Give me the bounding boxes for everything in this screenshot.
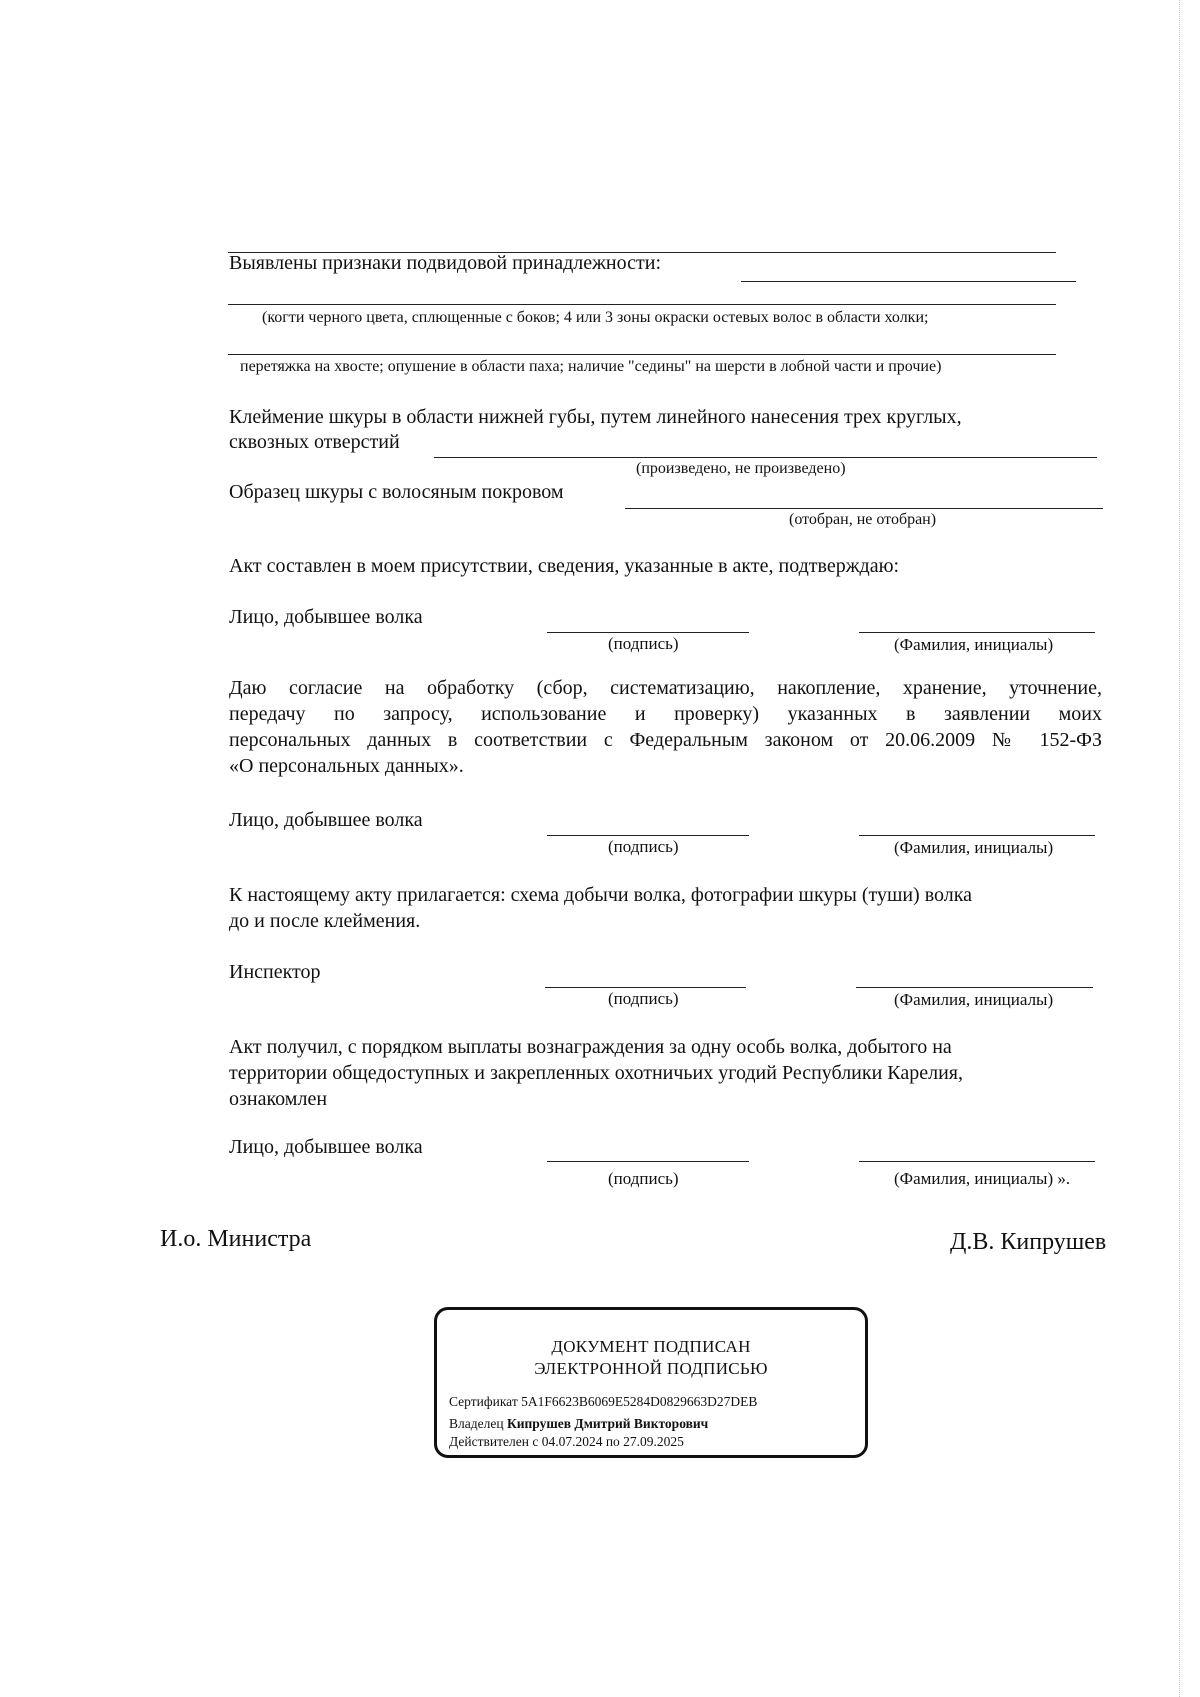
consent-line-2: передачу по запросу, использование и проверку) указанных в заявлении моих xyxy=(229,703,1102,725)
name-hint-4: (Фамилия, инициалы) ». xyxy=(894,1169,1071,1188)
branding-text-line-2: сквозных отверстий xyxy=(229,431,400,453)
signature-hint-3: (подпись) xyxy=(608,989,679,1008)
page-edge-marks xyxy=(1179,0,1180,1697)
consent-line-1: Даю согласие на обработку (сбор, систематизацию, накопление, хранение, уточнение, xyxy=(229,677,1102,699)
inspector-label: Инспектор xyxy=(229,961,321,983)
signature-line-2 xyxy=(547,835,749,836)
subspecies-hint-1: (когти черного цвета, сплющенные с боков; 4 или 3 зоны окраски остевых волос в области холки; xyxy=(262,309,929,326)
name-line-4 xyxy=(859,1161,1095,1162)
signature-line-4 xyxy=(547,1161,749,1162)
stamp-valid-to: 27.09.2025 xyxy=(623,1434,684,1449)
name-hint-2: (Фамилия, инициалы) xyxy=(894,838,1054,857)
signature-hint-1: (подпись) xyxy=(608,634,679,653)
signature-hint-2: (подпись) xyxy=(608,837,679,856)
stamp-valid-row xyxy=(449,1434,684,1450)
stamp-owner-row xyxy=(449,1416,708,1432)
stamp-valid-from: 04.07.2024 xyxy=(541,1434,603,1449)
name-hint-3: (Фамилия, инициалы) xyxy=(894,990,1054,1009)
consent-line-4: «О персональных данных». xyxy=(229,755,464,777)
subspecies-signs-input-line xyxy=(741,281,1076,282)
stamp-valid-label: Действителен xyxy=(449,1434,529,1449)
stamp-title-2: ЭЛЕКТРОННОЙ ПОДПИСЬЮ xyxy=(534,1359,768,1378)
hunter-label-2: Лицо, добывшее волка xyxy=(229,809,423,831)
name-line-3 xyxy=(856,987,1093,988)
electronic-signature-stamp xyxy=(434,1307,868,1458)
stamp-owner-value: Кипрушев Дмитрий Викторович xyxy=(506,1416,709,1431)
signature-line-3 xyxy=(545,987,746,988)
received-line-2: территории общедоступных и закрепленных охотничьих угодий Республики Карелия, xyxy=(229,1062,964,1084)
name-hint-1: (Фамилия, инициалы) xyxy=(894,635,1054,654)
signature-hint-4: (подпись) xyxy=(608,1169,679,1188)
hunter-label-1: Лицо, добывшее волка xyxy=(229,606,423,628)
signatory-name: Д.В. Кипрушев xyxy=(950,1229,1107,1255)
subspecies-hint-2: перетяжка на хвосте; опушение в области паха; наличие "седины" на шерсти в лобной части и прочие) xyxy=(240,358,942,375)
signatory-position: И.о. Министра xyxy=(160,1226,312,1252)
subspecies-rule-2 xyxy=(228,304,1056,305)
consent-line-3: персональных данных в соответствии с Федеральным законом от 20.06.2009 № 152-ФЗ xyxy=(229,729,1102,751)
stamp-title-1: ДОКУМЕНТ ПОДПИСАН xyxy=(551,1337,751,1356)
stamp-valid-to-label: по xyxy=(605,1434,620,1449)
stamp-valid-from-label: с xyxy=(532,1434,539,1449)
sample-hint: (отобран, не отобран) xyxy=(789,511,937,528)
subspecies-signs-label: Выявлены признаки подвидовой принадлежности: xyxy=(229,252,662,274)
branding-hint: (произведено, не произведено) xyxy=(636,460,846,477)
attachment-line-2: до и после клеймения. xyxy=(229,910,421,932)
name-line-1 xyxy=(859,632,1095,633)
sample-input-line xyxy=(625,508,1103,509)
stamp-certificate-value: 5A1F6623B6069E5284D0829663D27DEB xyxy=(521,1394,758,1409)
sample-label: Образец шкуры с волосяным покровом xyxy=(229,481,564,503)
branding-text-line-1: Клеймение шкуры в области нижней губы, путем линейного нанесения трех круглых, xyxy=(229,406,962,428)
received-line-3: ознакомлен xyxy=(229,1088,328,1110)
stamp-owner-label: Владелец xyxy=(449,1416,504,1431)
received-line-1: Акт получил, с порядком выплаты вознаграждения за одну особь волка, добытого на xyxy=(229,1036,952,1058)
attachment-line-1: К настоящему акту прилагается: схема добычи волка, фотографии шкуры (туши) волка xyxy=(229,884,973,906)
presence-statement: Акт составлен в моем присутствии, сведения, указанные в акте, подтверждаю: xyxy=(229,555,900,577)
subspecies-rule-3 xyxy=(228,354,1056,355)
signature-line-1 xyxy=(547,632,749,633)
name-line-2 xyxy=(859,835,1095,836)
stamp-certificate-label: Сертификат xyxy=(449,1394,518,1409)
hunter-label-3: Лицо, добывшее волка xyxy=(229,1136,423,1158)
stamp-certificate-row xyxy=(449,1394,757,1410)
branding-input-line xyxy=(434,457,1097,458)
